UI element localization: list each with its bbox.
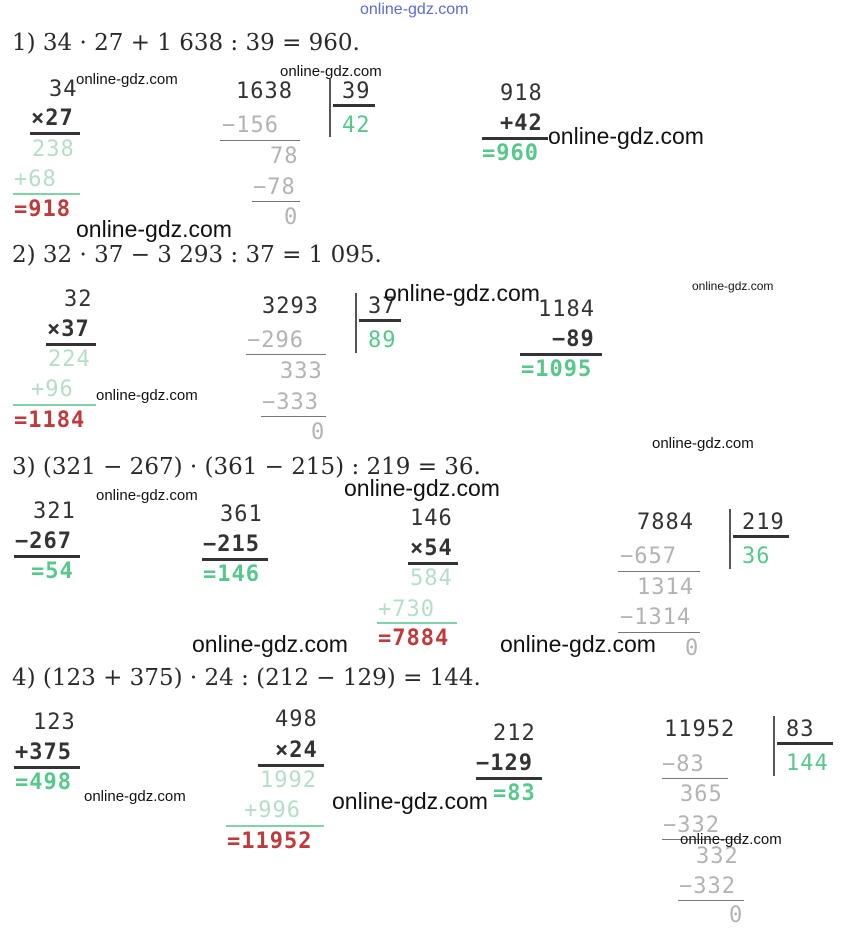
addend-a: 918	[500, 81, 543, 106]
equation-3: 3) (321 − 267) · (361 − 215) : 219 = 36.	[12, 454, 481, 480]
watermark: online-gdz.com	[652, 435, 754, 452]
difference-line	[520, 353, 602, 356]
divisor-line	[333, 104, 375, 107]
sum-line	[14, 766, 80, 769]
factor-a: 498	[275, 707, 318, 732]
factor-a: 32	[64, 287, 93, 312]
factor-a: 146	[410, 506, 453, 531]
watermark: online-gdz.com	[192, 631, 348, 657]
addend-b: +42	[500, 111, 543, 136]
step-2: 1314	[637, 575, 694, 600]
step-3: −332	[663, 813, 720, 838]
partial-product-2: +68	[14, 167, 57, 192]
mult-line	[30, 132, 80, 135]
partial-product-2: +730	[378, 597, 435, 622]
product-result: =918	[14, 197, 71, 222]
watermark: online-gdz.com	[500, 631, 656, 657]
difference-line	[476, 777, 542, 780]
step-line	[678, 900, 744, 901]
step-line	[618, 571, 700, 572]
difference-result: =146	[203, 562, 260, 587]
division-bar	[773, 716, 775, 776]
sum-result: =960	[482, 141, 539, 166]
equation-2: 2) 32 · 37 − 3 293 : 37 = 1 095.	[12, 242, 382, 268]
step-3: −1314	[620, 605, 692, 630]
step-4: 332	[696, 844, 739, 869]
product-result: =1184	[14, 408, 86, 433]
step-line	[252, 201, 300, 202]
watermark: online-gdz.com	[692, 279, 774, 293]
minuend: 321	[33, 499, 76, 524]
step-line	[246, 354, 326, 355]
minuend: 361	[220, 502, 263, 527]
minuend: 212	[493, 721, 536, 746]
factor-b: ×24	[275, 738, 318, 763]
quotient: 89	[368, 328, 397, 353]
partial-product-1: 224	[48, 347, 91, 372]
watermark: online-gdz.com	[96, 387, 198, 404]
remainder: 0	[284, 205, 299, 230]
division-bar	[329, 79, 331, 137]
quotient: 42	[342, 113, 371, 138]
step-line	[662, 778, 728, 779]
difference-result: =54	[31, 559, 74, 584]
subtrahend: −89	[552, 327, 595, 352]
remainder: 0	[685, 636, 700, 661]
step-line	[261, 416, 326, 417]
dividend: 1638	[236, 79, 293, 104]
watermark: online-gdz.com	[84, 788, 186, 805]
difference-line	[14, 555, 80, 558]
product-result: =7884	[378, 626, 450, 651]
divisor-line	[777, 742, 833, 745]
subtrahend: −129	[476, 751, 533, 776]
equation-1: 1) 34 · 27 + 1 638 : 39 = 960.	[12, 30, 360, 56]
top-watermark[interactable]: online-gdz.com	[360, 1, 469, 18]
remainder: 0	[311, 420, 326, 445]
factor-a: 34	[49, 77, 78, 102]
watermark: online-gdz.com	[344, 475, 500, 501]
divisor: 37	[368, 294, 397, 319]
step-line	[220, 140, 300, 141]
divisor: 83	[786, 717, 815, 742]
watermark: online-gdz.com	[384, 280, 540, 306]
partial-product-2: +996	[244, 798, 301, 823]
step-1: −657	[620, 544, 677, 569]
subtrahend: −215	[203, 532, 260, 557]
divisor: 39	[342, 79, 371, 104]
dividend: 7884	[637, 510, 694, 535]
sum-line	[13, 404, 96, 406]
difference-result: =1095	[521, 357, 593, 382]
step-5: −332	[679, 874, 736, 899]
watermark: online-gdz.com	[680, 831, 782, 848]
watermark: online-gdz.com	[548, 123, 704, 149]
partial-product-1: 238	[32, 137, 75, 162]
dividend: 11952	[664, 717, 736, 742]
sum-line	[226, 825, 324, 827]
sum-line	[13, 193, 80, 195]
step-2: 78	[270, 144, 299, 169]
addend-b: +375	[15, 740, 72, 765]
quotient: 36	[742, 544, 771, 569]
watermark: online-gdz.com	[76, 71, 178, 88]
sum-result: =498	[15, 770, 72, 795]
remainder: 0	[729, 903, 744, 928]
minuend: 1184	[538, 297, 595, 322]
subtrahend: −267	[15, 529, 72, 554]
watermark: online-gdz.com	[332, 788, 488, 814]
step-1: −296	[247, 328, 304, 353]
watermark: online-gdz.com	[96, 487, 198, 504]
divisor-line	[359, 319, 401, 322]
factor-b: ×37	[47, 317, 90, 342]
difference-result: =83	[493, 781, 536, 806]
step-1: −83	[662, 752, 705, 777]
division-bar	[729, 509, 731, 569]
quotient: 144	[786, 751, 829, 776]
partial-product-1: 584	[410, 566, 453, 591]
step-1: −156	[222, 113, 279, 138]
sum-line	[377, 622, 457, 624]
difference-line	[202, 558, 268, 561]
partial-product-1: 1992	[260, 768, 317, 793]
addend-a: 123	[33, 710, 76, 735]
step-3: −333	[262, 390, 319, 415]
partial-product-2: +96	[31, 377, 74, 402]
watermark: online-gdz.com	[76, 216, 232, 242]
division-bar	[355, 293, 357, 353]
watermark: online-gdz.com	[280, 63, 382, 80]
factor-b: ×54	[410, 536, 453, 561]
sum-line	[482, 137, 548, 140]
mult-line	[258, 764, 324, 767]
divisor-line	[733, 535, 789, 538]
step-3: −78	[253, 175, 296, 200]
mult-line	[408, 562, 458, 565]
divisor: 219	[742, 510, 785, 535]
step-2: 333	[280, 359, 323, 384]
dividend: 3293	[262, 294, 319, 319]
equation-4: 4) (123 + 375) · 24 : (212 − 129) = 144.	[12, 665, 481, 691]
step-2: 365	[680, 782, 723, 807]
mult-line	[46, 343, 96, 346]
product-result: =11952	[227, 829, 313, 854]
factor-b: ×27	[31, 106, 74, 131]
